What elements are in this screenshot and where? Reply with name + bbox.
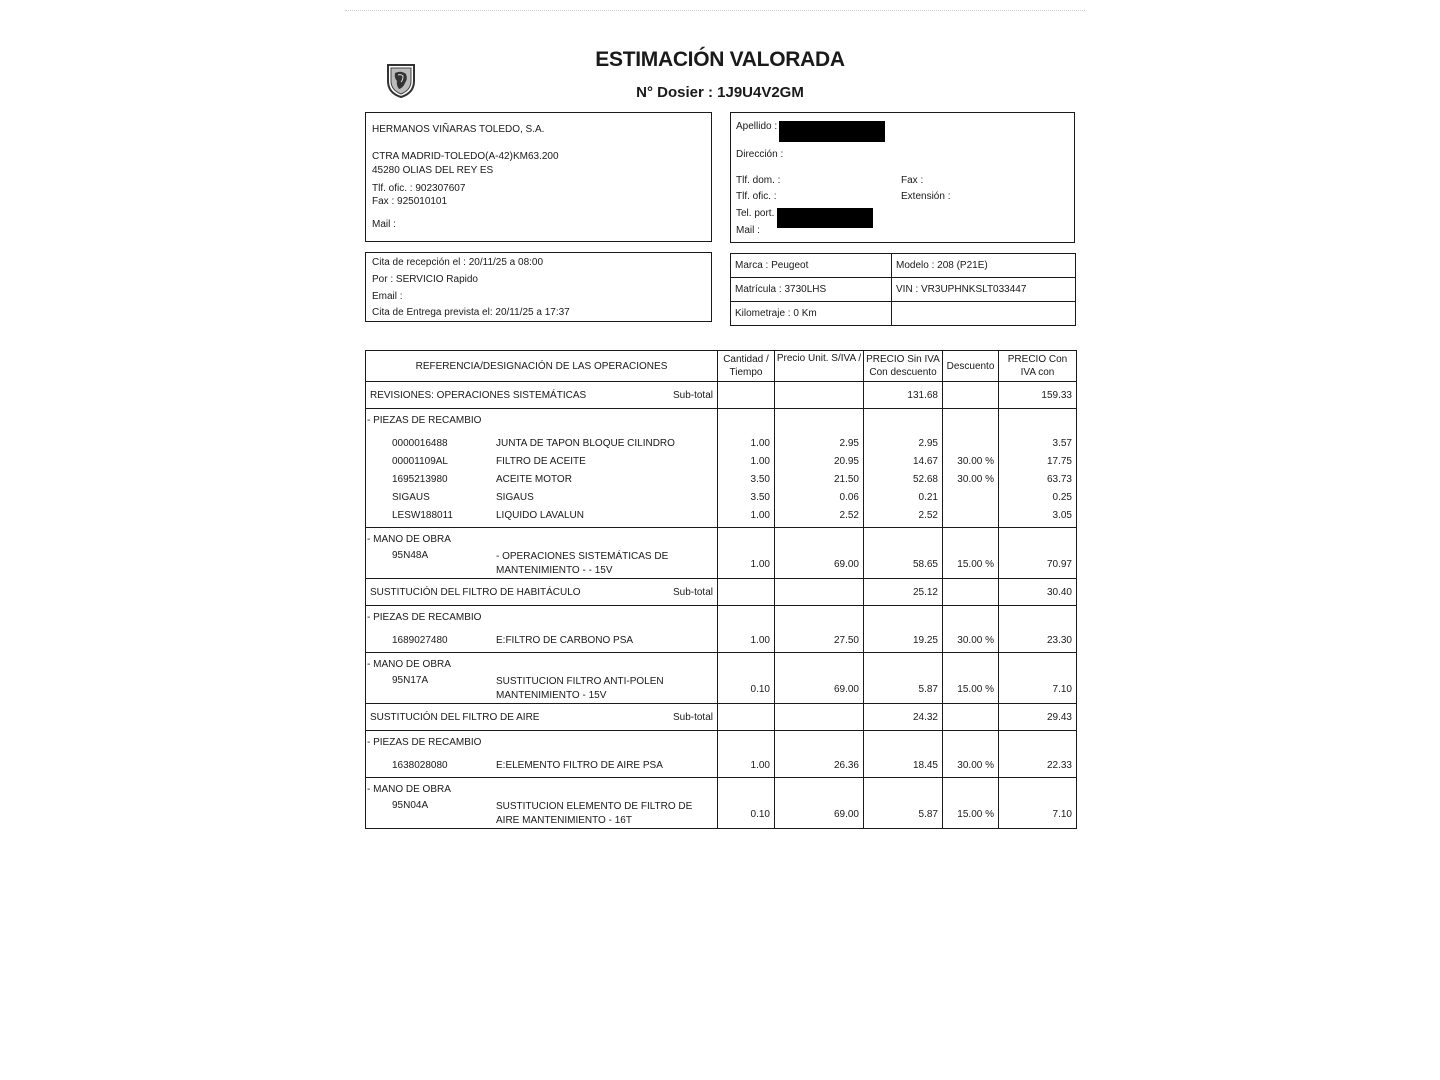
item-discount: 30.00 %: [943, 628, 999, 646]
group-label: - PIEZAS DE RECAMBIO: [366, 409, 718, 432]
page-top-rule: [345, 10, 1085, 11]
empty-cell: [718, 606, 775, 629]
item-qty: 1.00: [718, 449, 775, 467]
item-gross-price: 70.97: [999, 550, 1077, 579]
item-net-price: 0.21: [864, 485, 943, 503]
client-fax-label: Fax :: [901, 175, 924, 186]
section-title-cell: [366, 579, 718, 606]
group-row: [366, 731, 1077, 754]
client-tlf-dom-label: Tlf. dom. :: [736, 175, 781, 186]
redacted-surname: [779, 121, 885, 142]
item-discount: 15.00 %: [943, 550, 999, 579]
subtotal-disc: [943, 704, 999, 731]
item-qty: 1.00: [718, 628, 775, 646]
subtotal-label: Sub-total: [672, 711, 713, 723]
item-description: ACEITE MOTOR: [496, 474, 572, 485]
operations-body: [366, 382, 1077, 829]
section-name: SUSTITUCIÓN DEL FILTRO DE AIRE: [370, 711, 540, 723]
table-row: [366, 800, 1077, 829]
col-header-disc: Descuento: [943, 351, 999, 382]
empty-cell: [864, 528, 943, 551]
item-ref-cell: [366, 467, 718, 485]
item-code: 95N17A: [392, 675, 429, 686]
item-net-price: 5.87: [864, 800, 943, 829]
item-net-price: 18.45: [864, 753, 943, 771]
subtotal-label: Sub-total: [672, 389, 713, 401]
item-gross-price: 17.75: [999, 449, 1077, 467]
item-description: FILTRO DE ACEITE: [496, 456, 586, 467]
empty-cell: [775, 606, 864, 629]
table-row: [366, 431, 1077, 449]
peugeot-lion-logo-icon: [384, 61, 418, 99]
section-title: [370, 587, 713, 598]
group-row: [366, 606, 1077, 629]
item-ref-cell: [366, 753, 718, 771]
col-header-gross: PRECIO Con IVA con: [999, 351, 1077, 382]
item-code: 1638028080: [392, 760, 448, 771]
empty-cell: [718, 528, 775, 551]
item-code: 00001109AL: [392, 456, 448, 467]
client-tel-port-label: Tel. port.: [736, 208, 775, 219]
item-description: - OPERACIONES SISTEMÁTICAS DE MANTENIMIENTO - - 15V: [496, 551, 669, 576]
item-unit-price: 2.95: [775, 431, 864, 449]
item-net-price: 5.87: [864, 675, 943, 704]
reception-appointment: Cita de recepción el : 20/11/25 a 08:00: [372, 257, 544, 268]
delivery-appointment: Cita de Entrega prevista el: 20/11/25 a 17:37: [372, 307, 570, 318]
col-header-net: PRECIO Sin IVA Con descuento: [864, 351, 943, 382]
group-row: [366, 528, 1077, 551]
empty-cell: [864, 778, 943, 801]
item-code: 1689027480: [392, 635, 448, 646]
subtotal-net: 131.68: [864, 382, 943, 409]
client-apellido-label: Apellido :: [736, 121, 778, 132]
item-gross-price: 7.10: [999, 800, 1077, 829]
vehicle-vin: VIN : VR3UPHNKSLT033447: [892, 278, 1076, 302]
group-label: - MANO DE OBRA: [366, 778, 718, 801]
item-qty: 1.00: [718, 550, 775, 579]
section-title: [370, 712, 713, 723]
item-discount: 30.00 %: [943, 449, 999, 467]
item-gross-price: 23.30: [999, 628, 1077, 646]
item-code: 95N04A: [392, 800, 429, 811]
item-discount: 30.00 %: [943, 753, 999, 771]
empty-cell: [775, 528, 864, 551]
item-unit-price: 26.36: [775, 753, 864, 771]
subtotal-unit: [775, 382, 864, 409]
empty-cell: [775, 731, 864, 754]
subtotal-row: [366, 579, 1077, 606]
item-description: E:FILTRO DE CARBONO PSA: [496, 635, 634, 646]
group-label: - MANO DE OBRA: [366, 528, 718, 551]
item-ref-cell: [366, 449, 718, 467]
group-label: - PIEZAS DE RECAMBIO: [366, 606, 718, 629]
item-code: 95N48A: [392, 550, 429, 561]
item-code: SIGAUS: [392, 492, 430, 503]
item-ref: [370, 760, 713, 771]
document-title: ESTIMACIÓN VALORADA: [595, 48, 845, 71]
empty-cell: [943, 409, 999, 432]
item-qty: 0.10: [718, 675, 775, 704]
empty-cell: [999, 731, 1077, 754]
section-name: SUSTITUCIÓN DEL FILTRO DE HABITÁCULO: [370, 586, 581, 598]
item-net-price: 2.52: [864, 503, 943, 521]
empty-cell: [718, 653, 775, 676]
item-ref: [370, 675, 713, 703]
table-row: [366, 753, 1077, 771]
subtotal-net: 24.32: [864, 704, 943, 731]
subtotal-qty: [718, 579, 775, 606]
table-row: [366, 550, 1077, 579]
subtotal-gross: 30.40: [999, 579, 1077, 606]
item-qty: 1.00: [718, 503, 775, 521]
subtotal-row: [366, 382, 1077, 409]
item-ref: [370, 456, 713, 467]
client-direccion-label: Dirección :: [736, 149, 784, 160]
dealer-box: [365, 112, 712, 242]
item-qty: 0.10: [718, 800, 775, 829]
empty-cell: [864, 731, 943, 754]
empty-cell: [864, 653, 943, 676]
subtotal-row: [366, 704, 1077, 731]
subtotal-gross: 29.43: [999, 704, 1077, 731]
empty-cell: [999, 653, 1077, 676]
empty-cell: [943, 653, 999, 676]
item-unit-price: 0.06: [775, 485, 864, 503]
dealer-address-1: CTRA MADRID-TOLEDO(A-42)KM63.200: [372, 151, 559, 162]
table-row: [366, 485, 1077, 503]
subtotal-gross: 159.33: [999, 382, 1077, 409]
item-net-price: 2.95: [864, 431, 943, 449]
item-code: LESW188011: [392, 510, 453, 521]
item-qty: 3.50: [718, 485, 775, 503]
empty-cell: [775, 778, 864, 801]
table-row: [366, 503, 1077, 521]
table-row: [366, 675, 1077, 704]
item-gross-price: 0.25: [999, 485, 1077, 503]
empty-cell: [864, 606, 943, 629]
subtotal-qty: [718, 704, 775, 731]
dealer-mail: Mail :: [372, 219, 396, 230]
item-code: 0000016488: [392, 438, 448, 449]
item-discount: [943, 431, 999, 449]
vehicle-table: [730, 253, 1076, 326]
empty-cell: [943, 778, 999, 801]
operations-table: [365, 350, 1077, 829]
item-net-price: 58.65: [864, 550, 943, 579]
item-gross-price: 3.57: [999, 431, 1077, 449]
item-ref-cell: [366, 628, 718, 646]
item-net-price: 52.68: [864, 467, 943, 485]
item-ref: [370, 474, 713, 485]
table-row: [366, 467, 1077, 485]
client-extension-label: Extensión :: [901, 191, 951, 202]
item-unit-price: 20.95: [775, 449, 864, 467]
empty-cell: [864, 409, 943, 432]
item-description: JUNTA DE TAPON BLOQUE CILINDRO: [496, 438, 675, 449]
item-qty: 1.00: [718, 431, 775, 449]
item-gross-price: 22.33: [999, 753, 1077, 771]
client-mail-label: Mail :: [736, 225, 760, 236]
redacted-mobile: [777, 208, 873, 228]
empty-cell: [775, 653, 864, 676]
vehicle-marca: Marca : Peugeot: [731, 254, 892, 278]
item-unit-price: 2.52: [775, 503, 864, 521]
item-ref-cell: [366, 503, 718, 521]
empty-cell: [999, 528, 1077, 551]
empty-cell: [718, 778, 775, 801]
subtotal-unit: [775, 704, 864, 731]
section-title-cell: [366, 704, 718, 731]
subtotal-label: Sub-total: [672, 586, 713, 598]
subtotal-unit: [775, 579, 864, 606]
item-description: SUSTITUCION FILTRO ANTI-POLEN MANTENIMIENTO - 15V: [496, 676, 664, 701]
subtotal-net: 25.12: [864, 579, 943, 606]
section-name: REVISIONES: OPERACIONES SISTEMÁTICAS: [370, 389, 587, 401]
item-description: LIQUIDO LAVALUN: [496, 510, 584, 521]
empty-cell: [775, 409, 864, 432]
empty-cell: [943, 731, 999, 754]
item-code: 1695213980: [392, 474, 448, 485]
vehicle-km: Kilometraje : 0 Km: [731, 302, 892, 326]
subtotal-disc: [943, 382, 999, 409]
vehicle-matricula: Matrícula : 3730LHS: [731, 278, 892, 302]
item-ref: [370, 492, 713, 503]
appointment-email: Email :: [372, 291, 403, 302]
subtotal-qty: [718, 382, 775, 409]
group-row: [366, 653, 1077, 676]
group-label: - PIEZAS DE RECAMBIO: [366, 731, 718, 754]
item-qty: 3.50: [718, 467, 775, 485]
item-ref: [370, 800, 713, 828]
item-ref: [370, 438, 713, 449]
empty-cell: [999, 606, 1077, 629]
dealer-address-2: 45280 OLIAS DEL REY ES: [372, 165, 494, 176]
col-header-qty: Cantidad / Tiempo: [718, 351, 775, 382]
empty-cell: [999, 409, 1077, 432]
client-box: [730, 112, 1075, 243]
item-ref-cell: [366, 800, 718, 829]
item-ref: [370, 550, 713, 578]
group-label: - MANO DE OBRA: [366, 653, 718, 676]
dealer-phone: Tlf. ofic. : 902307607: [372, 183, 466, 194]
dealer-fax: Fax : 925010101: [372, 196, 448, 207]
item-discount: [943, 485, 999, 503]
item-net-price: 14.67: [864, 449, 943, 467]
item-ref-cell: [366, 431, 718, 449]
client-tlf-ofic-label: Tlf. ofic. :: [736, 191, 777, 202]
item-gross-price: 3.05: [999, 503, 1077, 521]
item-discount: 15.00 %: [943, 800, 999, 829]
item-gross-price: 63.73: [999, 467, 1077, 485]
item-net-price: 19.25: [864, 628, 943, 646]
item-unit-price: 69.00: [775, 675, 864, 704]
item-discount: [943, 503, 999, 521]
item-description: E:ELEMENTO FILTRO DE AIRE PSA: [496, 760, 663, 771]
empty-cell: [718, 409, 775, 432]
item-description: SUSTITUCION ELEMENTO DE FILTRO DE AIRE MANTENIMIENTO - 16T: [496, 801, 693, 826]
empty-cell: [943, 528, 999, 551]
group-row: [366, 778, 1077, 801]
table-row: [366, 628, 1077, 646]
item-unit-price: 21.50: [775, 467, 864, 485]
empty-cell: [718, 731, 775, 754]
group-row: [366, 409, 1077, 432]
col-header-unit: Precio Unit. S/IVA /: [775, 351, 864, 382]
vehicle-modelo: Modelo : 208 (P21E): [892, 254, 1076, 278]
subtotal-disc: [943, 579, 999, 606]
item-unit-price: 27.50: [775, 628, 864, 646]
dealer-name: HERMANOS VIÑARAS TOLEDO, S.A.: [372, 124, 545, 135]
dossier-number: N° Dosier : 1J9U4V2GM: [636, 84, 804, 101]
table-row: [366, 449, 1077, 467]
item-qty: 1.00: [718, 753, 775, 771]
item-discount: 15.00 %: [943, 675, 999, 704]
empty-cell: [999, 778, 1077, 801]
section-title-cell: [366, 382, 718, 409]
item-ref: [370, 635, 713, 646]
item-ref: [370, 510, 713, 521]
empty-cell: [943, 606, 999, 629]
item-ref-cell: [366, 675, 718, 704]
item-description: SIGAUS: [496, 492, 534, 503]
col-header-ref: REFERENCIA/DESIGNACIÓN DE LAS OPERACIONES: [366, 351, 718, 382]
item-unit-price: 69.00: [775, 550, 864, 579]
vehicle-empty-cell: [892, 302, 1076, 326]
item-unit-price: 69.00: [775, 800, 864, 829]
item-ref-cell: [366, 485, 718, 503]
item-gross-price: 7.10: [999, 675, 1077, 704]
appointment-box: [365, 252, 712, 322]
service-by: Por : SERVICIO Rapido: [372, 274, 478, 285]
item-ref-cell: [366, 550, 718, 579]
section-title: [370, 390, 713, 401]
item-discount: 30.00 %: [943, 467, 999, 485]
